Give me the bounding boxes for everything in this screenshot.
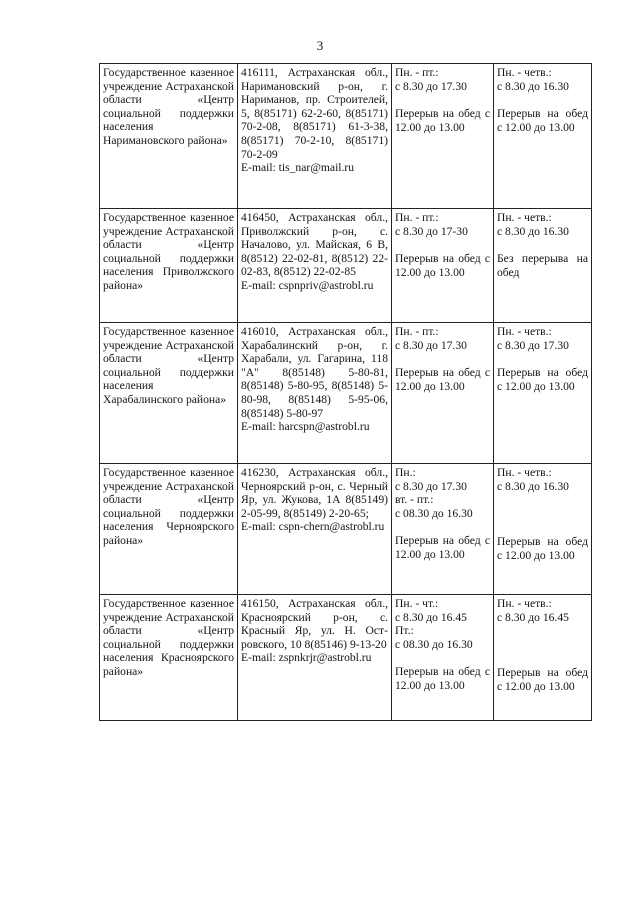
hours-alt-break: Перерыв на обед с 12.00 до 13.00	[497, 107, 588, 134]
table-row	[100, 209, 592, 323]
address-text: 416111, Астраханская обл., Наримановский р-он, г. Нариманов, пр. Строителей, 5, 8(85171) 62-2-60, 8(85171) 70-2-08, 8(85171) 61-3-38, 8(85171) 70-2-10, 8(85171) 70-2-09	[241, 66, 388, 161]
address-cell	[238, 595, 392, 721]
hours-main-break: Перерыв на обед с 12.00 до 13.00	[395, 252, 490, 279]
institution-cell	[100, 209, 238, 323]
email-text: E-mail: zspnkrjr@astrobl.ru	[241, 651, 372, 665]
hours-alt: Пн. - четв.: с 8.30 до 16.30	[497, 466, 569, 493]
hours-alt: Пн. - четв.: с 8.30 до 16.30	[497, 66, 569, 93]
institution-name: Государственное казенное учреждение Астраханской области «Центр социальной поддержки населения Черноярского района»	[103, 466, 234, 547]
hours-main-cell	[392, 209, 494, 323]
hours-alt-cell	[494, 464, 592, 595]
hours-main-break: Перерыв на обед с 12.00 до 13.00	[395, 107, 490, 134]
hours-alt-break: Перерыв на обед с 12.00 до 13.00	[497, 535, 588, 562]
hours-main: Пн. - пт.: с 8.30 до 17-30	[395, 211, 468, 238]
institution-cell	[100, 464, 238, 595]
hours-alt: Пн. - четв.: с 8.30 до 16.45	[497, 597, 569, 624]
hours-main-cell	[392, 64, 494, 209]
hours-alt-cell	[494, 64, 592, 209]
address-cell	[238, 464, 392, 595]
hours-main: Пн. - чт.: с 8.30 до 16.45 Пт.: с 08.30 до 16.30	[395, 597, 473, 651]
hours-main-cell	[392, 323, 494, 464]
hours-alt-break: Перерыв на обед с 12.00 до 13.00	[497, 366, 588, 393]
address-cell	[238, 209, 392, 323]
hours-main-break: Перерыв на обед с 12.00 до 13.00	[395, 534, 490, 561]
institution-name: Государственное казенное учреждение Астраханской области «Центр социальной поддержки населения Харабалинского района»	[103, 325, 234, 406]
address-cell	[238, 323, 392, 464]
institution-name: Государственное казенное учреждение Астраханской области «Центр социальной поддержки населения Наримановского района»	[103, 66, 234, 147]
hours-alt-break: Перерыв на обед с 12.00 до 13.00	[497, 666, 588, 693]
table-row	[100, 464, 592, 595]
institution-cell	[100, 64, 238, 209]
address-cell	[238, 64, 392, 209]
address-text: 416150, Астраханская обл., Красноярский р-он, с. Красный Яр, ул. Н. Островского, 10 8(85146) 9-13-20	[241, 597, 388, 651]
email-text: E-mail: cspnpriv@astrobl.ru	[241, 278, 374, 292]
hours-main-cell	[392, 464, 494, 595]
hours-main: Пн. - пт.: с 8.30 до 17.30	[395, 66, 467, 93]
email-text: E-mail: tis_nar@mail.ru	[241, 161, 355, 175]
institution-cell	[100, 323, 238, 464]
hours-main-break: Перерыв на обед с 12.00 до 13.00	[395, 665, 490, 692]
hours-main: Пн. - пт.: с 8.30 до 17.30	[395, 325, 467, 352]
hours-alt: Пн. - четв.: с 8.30 до 16.30	[497, 211, 569, 238]
email-text: E-mail: cspn-chern@astrobl.ru	[241, 520, 385, 534]
hours-main: Пн.: с 8.30 до 17.30 вт. - пт.: с 08.30 до 16.30	[395, 466, 473, 520]
address-text: 416230, Астраханская обл., Черноярский р-он, с. Черный Яр, ул. Жукова, 1А 8(85149) 2-05-99, 8(85149) 2-20-65;	[241, 466, 388, 520]
hours-alt: Пн. - четв.: с 8.30 до 17.30	[497, 325, 569, 352]
table-row	[100, 323, 592, 464]
institution-cell	[100, 595, 238, 721]
table-row	[100, 595, 592, 721]
address-text: 416450, Астраханская обл., Приволжский р-он, с. Началово, ул. Майская, 6 В, 8(8512) 22-02-81, 8(8512) 22-02-83, 8(8512) 22-02-85	[241, 211, 388, 279]
page-number: 3	[316, 38, 324, 53]
hours-alt-cell	[494, 595, 592, 721]
hours-alt-break: Без перерыва на обед	[497, 252, 588, 279]
institutions-table	[99, 63, 592, 721]
hours-main-break: Перерыв на обед с 12.00 до 13.00	[395, 366, 490, 393]
email-text: E-mail: harcspn@astrobl.ru	[241, 420, 370, 434]
hours-main-cell	[392, 595, 494, 721]
institution-name: Государственное казенное учреждение Астраханской области «Центр социальной поддержки населения Красноярского района»	[103, 597, 234, 678]
hours-alt-cell	[494, 209, 592, 323]
hours-alt-cell	[494, 323, 592, 464]
address-text: 416010, Астраханская обл., Харабалинский р-он, г. Харабали, ул. Гагарина, 118 "А" 8(85148) 5-80-81, 8(85148) 5-80-95, 8(85148) 5-80-98, 8(85148) 5-95-06, 8(85148) 5-80-97	[241, 325, 388, 420]
institution-name: Государственное казенное учреждение Астраханской области «Центр социальной поддержки населения Приволжского района»	[103, 211, 234, 292]
table-row	[100, 64, 592, 209]
